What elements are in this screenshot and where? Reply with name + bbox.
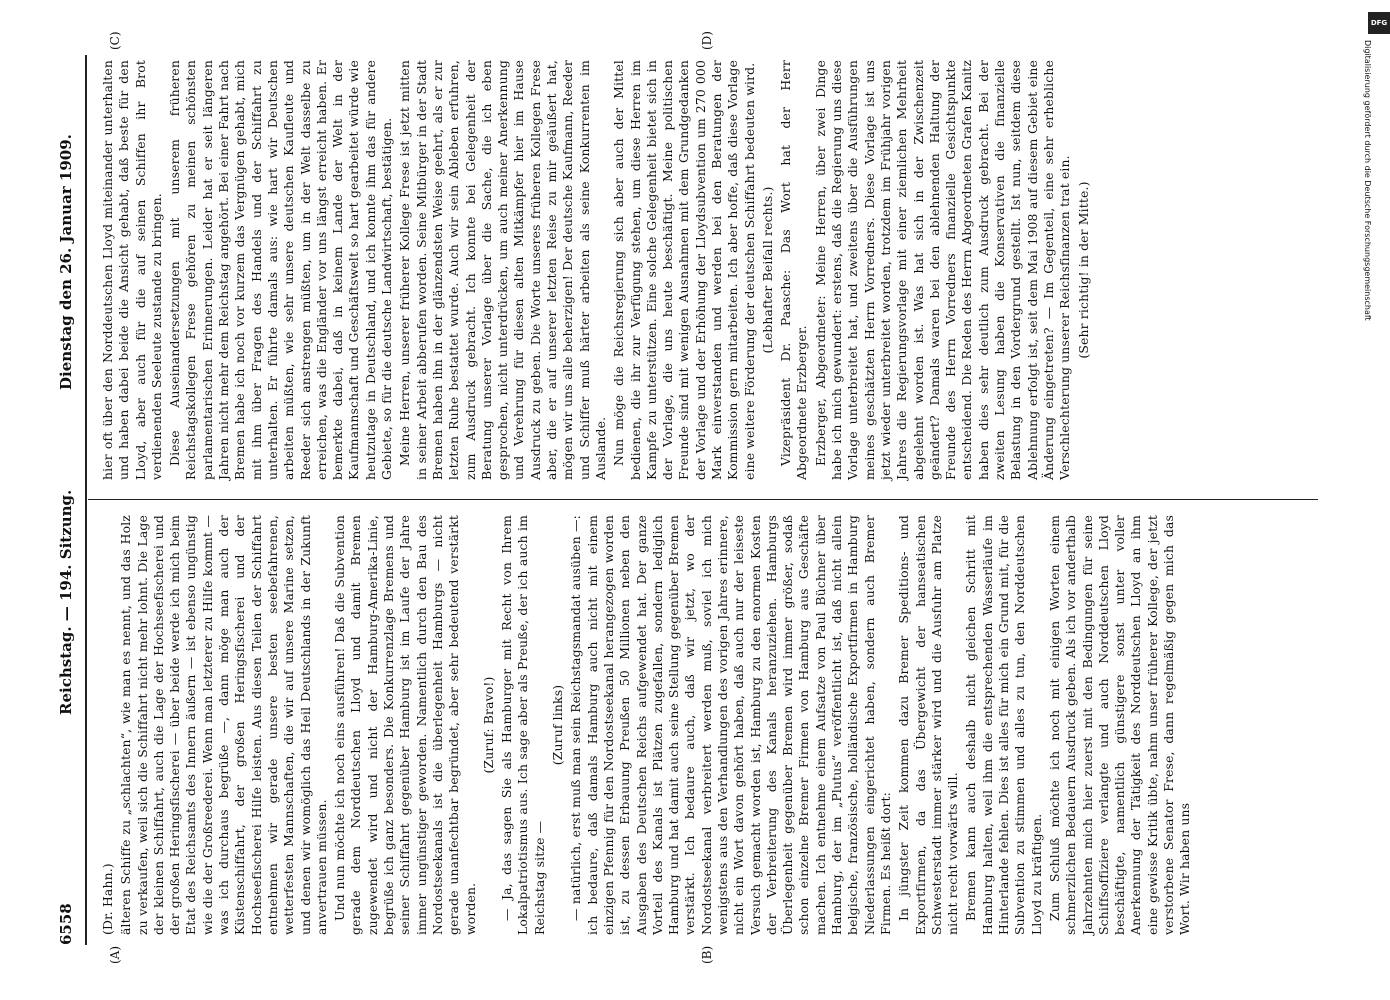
right-column bbox=[100, 60, 1094, 480]
quotation: In jüngster Zeit kommen dazu Bremer Speditions- und Exportfirmen, da das Übergewicht der hanseatischen Schwesterstadt immer stärker wird und die Ausfuhr am Platze nicht recht vorwärts will. bbox=[896, 515, 961, 935]
paragraph: Erzberger, Abgeordneter: Meine Herren, über zwei Dinge habe ich mich gewundert: erstens, daß die Regierung uns diese Vorlage unterbreitet hat, und zweitens über die Ausführungen meines geschätzten Herrn Vorredners. Diese Vorlage ist uns jetzt wieder unterbreitet worden, trotzdem im Frühjahr vorigen Jahres die Regierungsvorlage mit einer ziemlichen Mehrheit abgelehnt worden ist. Was hat sich in der Zwischenzeit geändert? Damals waren bei den ablehnenden Haltung der Freunde des Herrn Vorredners finanzielle Gesichtspunkte entscheidend. Die Reden des Herrn Abgeordneten Grafen Kanitz haben dies sehr deutlich zum Ausdruck gebracht. Bei der zweiten Lesung haben die Konservativen die finanzielle Belastung in den Vordergrund gestellt. Ist nun, seitdem diese Ablehnung erfolgt ist, seit dem Mai 1908 auf diesem Gebiet eine Änderung eingetreten? — Im Gegenteil, eine sehr erhebliche Verschlechterung unserer Reichsfinanzen trat ein. bbox=[812, 60, 1073, 480]
paragraph: Vizepräsident Dr. Paasche: Das Wort hat der Herr Abgeordnete Erzberger. bbox=[778, 60, 810, 480]
page-number: 6558 bbox=[57, 903, 75, 945]
left-column bbox=[100, 515, 1196, 935]
paragraph: — natürlich, erst muß man sein Reichstagsmandat ausüben —: ich bedaure, daß damals Hamburg auch nicht mit einem einzigen Pfennig für den Nordostseekanal herangezogen worden ist, zu dessen Erbauung Preußen 50 Millionen neben den Ausgaben des Deutschen Reichs aufgewendet hat. Der ganze Vorteil des Kanals ist Plätzen zugefallen, sondern lediglich Hamburg und hat damit auch seine Stellung gegenüber Bremen verstärkt. Ich bedaure auch, daß wir jetzt, wo der Nordostseekanal verbreitert werden muß, soviel ich mich wenigstens aus den Verhandlungen des vorigen Jahres erinnere, nicht ein Wort davon gehört haben, daß auch nur der leiseste Versuch gemacht worden ist, Hamburg zu den enormen Kosten der Verbreiterung des Kanals heranzuziehen. Hamburgs Überlegenheit gegenüber Bremen wird immer größer, sodaß schon einzelne Bremer Firmen von Hamburg aus Geschäfte machen. Ich entnehme einem Aufsatze von Paul Büchner über Hamburg, der im „Plutus“ veröffentlicht ist, daß nicht allein belgische, französische, holländische Exportfirmen in Hamburg Niederlassungen eingerichtet haben, sondern auch Bremer Firmen. Es heißt dort: bbox=[568, 515, 893, 935]
paragraph: — Ja, das sagen Sie als Hamburger mit Recht von Ihrem Lokalpatriotismus aus. Ich sage aber als Preuße, der ich auch im Reichstag sitze — bbox=[499, 515, 547, 935]
paragraph: hier oft über den Norddeutschen Lloyd miteinander unterhalten und haben dabei beide die Ansicht gehabt, daß beste für den Lloyd, aber auch für die auf seinen Schiffen ihr Brot verdienenden Seeleute zustande zu bringen. bbox=[100, 60, 164, 480]
margin-mark-d: (D) bbox=[700, 31, 714, 50]
margin-mark-a: (A) bbox=[108, 945, 122, 964]
paragraph: Nun möge die Reichsregierung sich aber auch der Mittel bedienen, die ihr zur Verfügung stehen, um diese Herren im Kampfe zu unterstützen. Eine solche Gelegenheit bietet sich in der Vorlage, die uns heute beschäftigt. Meine politischen Freunde sind mit wenigen Ausnahmen mit dem Grundgedanken der Vorlage und der Erhöhung der Lloydsubvention um 270 000 Mark einverstanden und werden bei den Beratungen der Kommission gern mitarbeiten. Ich aber hoffe, daß diese Vorlage eine weitere Förderung der deutschen Schiffahrt bedeuten wird. bbox=[611, 60, 757, 480]
interjection: (Zuruf links) bbox=[550, 684, 566, 766]
column-divider bbox=[88, 499, 1318, 500]
header-rule bbox=[85, 55, 87, 945]
speaker-note: (Dr. Hahn.) bbox=[100, 863, 115, 935]
interjection: (Sehr richtig! in der Mitte.) bbox=[1075, 181, 1091, 359]
interjection: (Lebhafter Beifall rechts.) bbox=[759, 186, 775, 354]
paragraph: Zum Schluß möchte ich noch mit einigen Worten einem schmerzlichen Bedauern Ausdruck geben. Als ich vor anderthalb Jahrzehnten mich hier zuerst mit den Bedingungen für seine Schiffsoffiziere verlangte und auch Norddeutschen Lloyd beschäftigte, namentlich günstigere sonst unter voller Anerkennung der Tätigkeit des Norddeutschen Lloyd an ihm eine gewisse Kritik übte, nahm unser früherer Kollege, der jetzt verstorbene Senator Frese, dann regelmäßig gegen mich das Wort. Wir haben uns bbox=[1046, 515, 1193, 935]
paragraph: Und nun möchte ich noch eins ausführen! Daß die Subvention gerade dem Norddeutschen Lloyd und damit Bremen zugewendet wird und nicht der Hamburg-Amerika-Linie, begrüße ich ganz besonders. Die Konkurrenzlage Bremens und seiner Schiffahrt gegenüber Hamburg ist im Laufe der Jahre immer ungünstiger geworden. Namentlich durch den Bau des Nordostseekanals ist die überlegenheit Hamburgs — nicht gerade unanfechtbar begründet, aber sehr bedeutend verstärkt worden. bbox=[332, 515, 478, 935]
margin-mark-b: (B) bbox=[700, 945, 714, 964]
paragraph: Diese Auseinandersetzungen mit unserem früheren Reichstagskollegen Frese gehören zu meinen schönsten parlamentarischen Erinnerungen. Leider hat er seit längeren Jahren nicht mehr dem Reichstag angehört. Bei einer Fahrt nach Bremen habe ich noch vor kurzem das Vergnügen gehabt, mich mit ihm über Fragen des Handels und der Schiffahrt zu unterhalten. Er führte damals aus: wie hart wir Deutschen arbeiten müßten, wie sehr unsere deutschen Kaufleute und Reeder sich anstrengen müßten, um in der Welt dasselbe zu erreichen, was die Engländer vor uns längst erreicht haben. Er bemerkte dabei, daß in keinem Lande der Welt in der Kaufmannschaft und Geschäftswelt so hart gearbeitet würde wie heutzutage in Deutschland, und ich konnte ihm das für andere Gebiete, so für die deutsche Landwirtschaft, bestätigen. bbox=[167, 60, 395, 480]
page-header bbox=[55, 50, 81, 945]
digitization-credit: Digitalisierung gefördert durch die Deutsche Forschungsgemeinschaft bbox=[1363, 40, 1372, 321]
interjection: (Zuruf: Bravo!) bbox=[480, 676, 496, 774]
right-running-title: Dienstag den 26. Januar 1909. bbox=[57, 134, 75, 390]
paragraph: Meine Herren, unserer früherer Kollege Frese ist jetzt mitten in seiner Arbeit abberufen worden. Seine Mitbürger in der Stadt Bremen haben ihn in der glänzendsten Weise geehrt, als er zur letzten Ruhe bestattet wurde. Auch wir sein Ableben erfuhren, zum Ausdruck gebracht. Ich konnte bei Gelegenheit der Beratung unserer Vorlage über die Sache, die ich eben gesprochen, nicht unterdrücken, um auch meiner Anerkennung und Verehrung für diesen alten Mitkämpfer hier im Hause Ausdruck zu geben. Die Worte unseres früheren Kollegen Frese aber, die er auf unserer letzten Reise zu mir geäußert hat, mögen wir uns alle beherzigen! Der deutsche Kaufmann, Reeder und Schiffer muß härter arbeiten als seine Konkurrenten im Auslande. bbox=[397, 60, 608, 480]
paragraph: Bremen kann auch deshalb nicht gleichen Schritt mit Hamburg halten, weil ihm die entsprechenden Wasserläufe im Hinterlande fehlen. Dies ist alles für mich ein Grund mit, für die Subvention zu stimmen und alles zu tun, den Norddeutschen Lloyd zu kräftigen. bbox=[963, 515, 1044, 935]
left-running-title: Reichstag. — 194. Sitzung. bbox=[57, 489, 75, 715]
margin-mark-c: (C) bbox=[108, 31, 122, 50]
paragraph: älteren Schiffe zu „schlachten“, wie man es nennt, und das Holz zu verkaufen, weil sich die Schiffahrt nicht mehr lohnt. Die Lage der kleinen Schiffahrt, auch die Lage der Hochseefischerei und der großen Heringsfischerei — über beide werde ich mich beim Etat des Reichsamts des Innern äußern — ist ebenso ungünstig wie die der Großreederei. Wenn man letzterer zu Hilfe kommt — was ich durchaus begrüße —, dann möge man auch der Küstenschiffahrt, der großen Heringsfischerei und der Hochseefischerei Hilfe leisten. Aus diesen Teilen der Schiffahrt entnehmen wir gerade unsere besten seebefahrenen, wetterfesten Mannschaften, die wir auf unsere Marine setzen, und denen wir womöglich das Heil Deutschlands in der Zukunft anvertrauen müssen. bbox=[118, 515, 329, 935]
dfg-logo: DFG bbox=[1368, 12, 1390, 34]
